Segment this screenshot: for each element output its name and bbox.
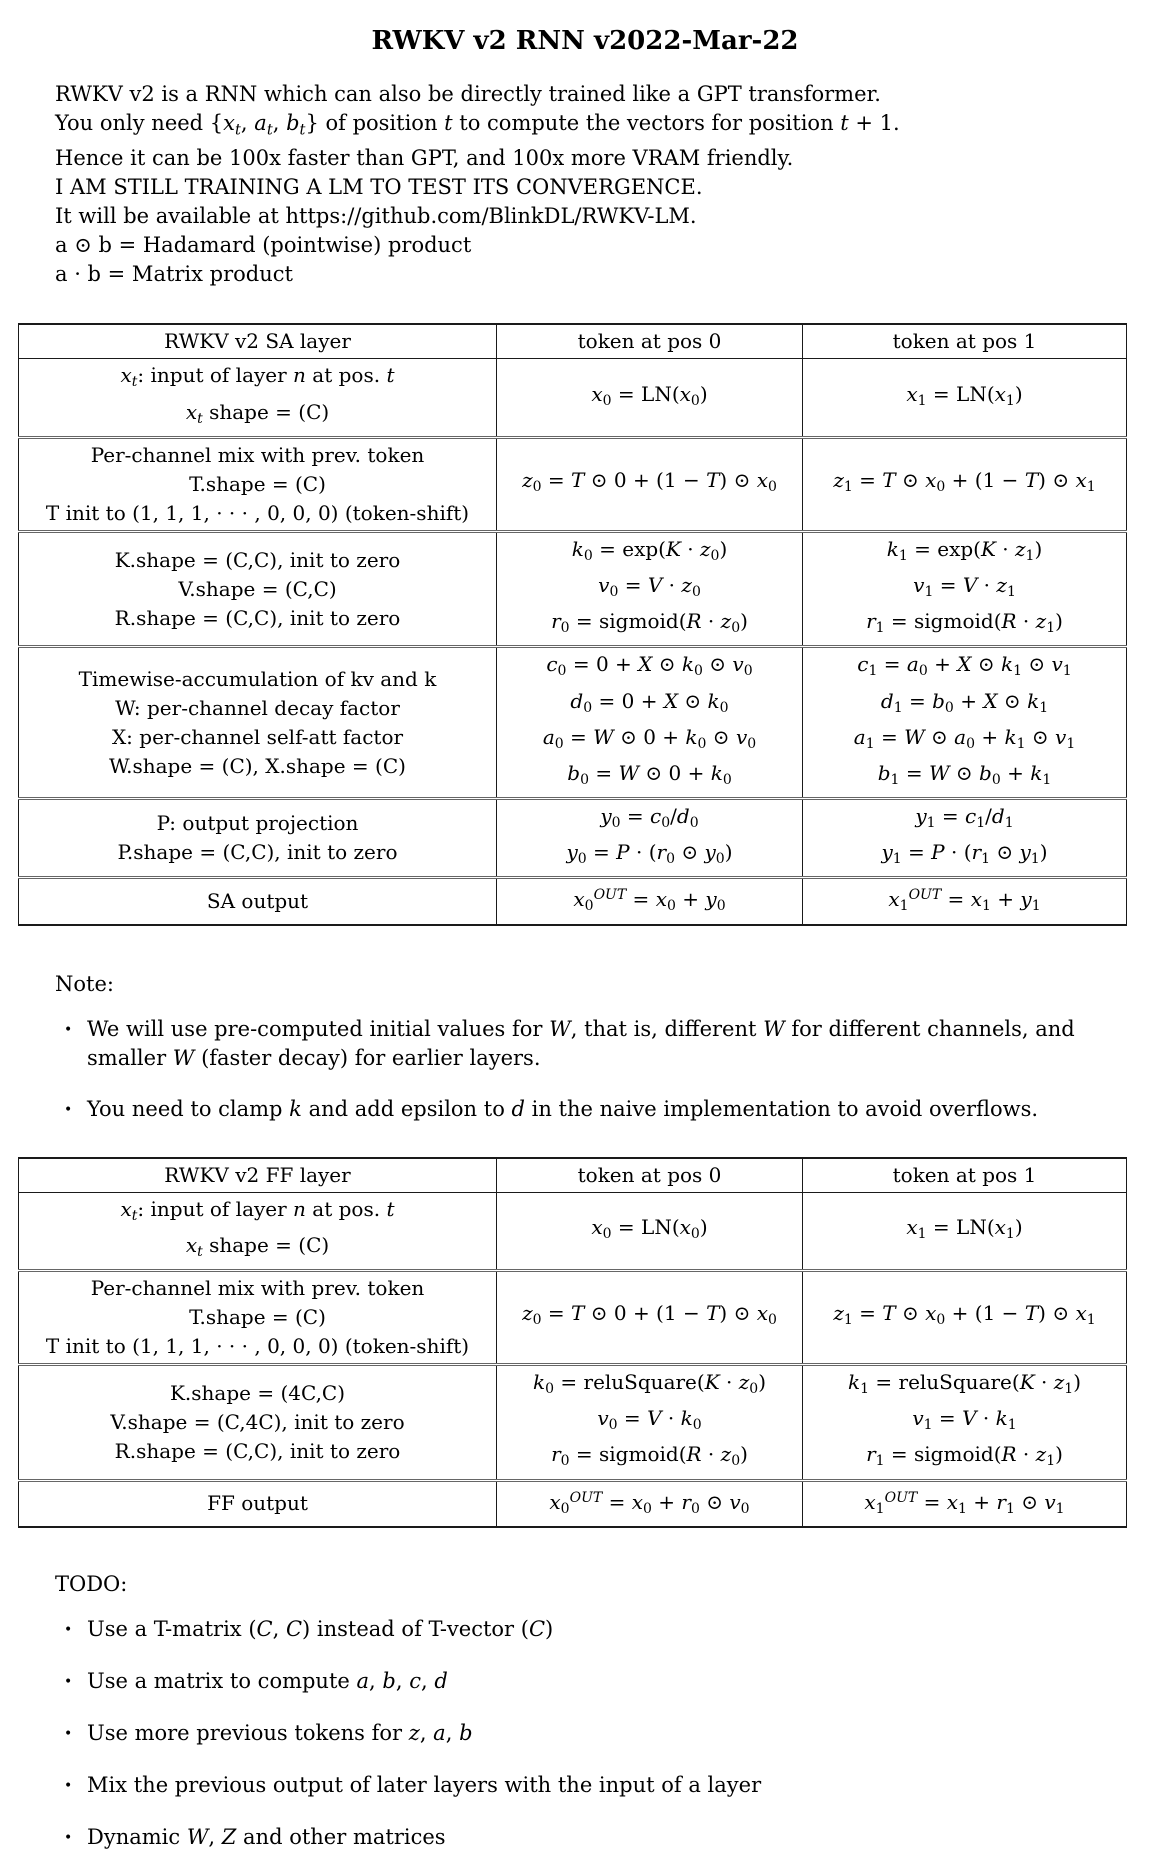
table-row <box>19 1480 1127 1527</box>
ff-layer-table <box>18 1157 1127 1528</box>
pos1-formula-cell <box>803 1192 1127 1270</box>
bullet-item <box>64 1719 1150 1749</box>
pos1-formula-cell <box>803 359 1127 437</box>
formula-line: $x_1 = LN(x_1)$ <box>906 381 1023 409</box>
bullet-icon: • <box>64 1021 73 1038</box>
bullet-text: We will use pre-computed initial values for W, that is, different W for different channels, and smaller W (faster decay) for earlier layers. <box>87 1016 1075 1070</box>
description-line: Per-channel mix with prev. token <box>90 442 425 467</box>
row-description-cell <box>19 1480 497 1527</box>
description-line: V.shape = (C,4C), init to zero <box>110 1409 405 1434</box>
formula-line: $x_0 = LN(x_0)$ <box>591 1214 708 1242</box>
bullet-icon: • <box>64 1101 73 1118</box>
bullet-icon: • <box>64 1673 73 1690</box>
bullet-item <box>64 1823 1150 1853</box>
bullet-text: Use more previous tokens for z, a, b <box>87 1720 473 1745</box>
description-line: P: output projection <box>156 811 359 836</box>
bullet-text: Use a T-matrix (C, C) instead of T-vector (C) <box>87 1616 554 1641</box>
pos1-formula-cell <box>803 1480 1127 1527</box>
description-line: Per-channel mix with prev. token <box>90 1276 425 1301</box>
bullet-item <box>64 1095 1150 1125</box>
pos0-formula-cell <box>497 359 803 437</box>
row-description-cell <box>19 878 497 925</box>
formula-line: $v_1 = V \cdot k_1$ <box>912 1406 1017 1434</box>
description-line: T.shape = (C) <box>189 1305 326 1330</box>
pos1-formula-cell <box>803 799 1127 878</box>
pos0-formula-cell <box>497 437 803 531</box>
table-row <box>19 531 1127 647</box>
pos1-formula-cell <box>803 878 1127 925</box>
formula-line: $k_0$ = reluSquare(K · $z_0$) <box>532 1370 766 1398</box>
description-line: X: per-channel self-att factor <box>111 724 404 749</box>
description-line: R.shape = (C,C), init to zero <box>114 1438 401 1463</box>
formula-line: $c_1 = a_0 + X$ ⊙ $k_1$ ⊙ $v_1$ <box>857 652 1072 680</box>
intro-line: Hence it can be 100x faster than GPT, and 100x more VRAM friendly. <box>55 146 794 171</box>
intro-line: You only need {$x_t$, $a_t$, $b_t$} of position t to compute the vectors for position t + 1. <box>55 111 900 139</box>
bullet-icon: • <box>64 1829 73 1846</box>
row-description-cell <box>19 1192 497 1270</box>
table-header-row <box>19 1158 1127 1193</box>
formula-line: $y_0 = P \cdot (r_0$ ⊙ $y_0$) <box>566 840 733 868</box>
table-row <box>19 647 1127 799</box>
description-line: SA output <box>206 889 309 914</box>
bullet-icon: • <box>64 1725 73 1742</box>
description-line: T init to (1, 1, 1, · · · , 0, 0, 0) (token-shift) <box>45 1334 470 1359</box>
row-description-cell <box>19 647 497 799</box>
bullet-icon: • <box>64 1621 73 1638</box>
description-line: T init to (1, 1, 1, · · · , 0, 0, 0) (token-shift) <box>45 500 470 525</box>
pos0-formula-cell <box>497 1192 803 1270</box>
formula-line: $r_0$ = sigmoid(R · $z_0$) <box>551 1442 748 1470</box>
row-description-cell <box>19 799 497 878</box>
table-column-header: token at pos 1 <box>803 1158 1127 1193</box>
formula-line: $y_0 = c_0/d_0$ <box>600 804 699 832</box>
pos1-formula-cell <box>803 647 1127 799</box>
formula-line: $x_1 = LN(x_1)$ <box>906 1214 1023 1242</box>
pos1-formula-cell <box>803 437 1127 531</box>
table-column-header: token at pos 0 <box>497 1158 803 1193</box>
pos0-formula-cell <box>497 531 803 647</box>
description-line: $x_t$ shape = (C) <box>185 399 330 427</box>
formula-line: $v_0 = V \cdot z_0$ <box>598 572 701 601</box>
formula-line: $z_0 = T$ ⊙ 0 + (1 − T) ⊙ $x_0$ <box>522 468 777 496</box>
row-description-cell <box>19 1365 497 1481</box>
table-column-header: RWKV v2 SA layer <box>19 324 497 359</box>
description-line: K.shape = (C,C), init to zero <box>114 547 401 572</box>
formula-line: $v_1 = V \cdot z_1$ <box>913 572 1016 601</box>
table-row <box>19 1192 1127 1270</box>
formula-line: $k_1 = \exp(K \cdot z_1)$ <box>886 536 1043 564</box>
table-row <box>19 1365 1127 1481</box>
intro-line: It will be available at https://github.com/BlinkDL/RWKV-LM. <box>55 204 697 229</box>
formula-line: $k_0 = \exp(K \cdot z_0)$ <box>571 536 728 564</box>
formula-line: $d_0 = 0 + X$ ⊙ $k_0$ <box>570 688 729 716</box>
formula-line: $x_0^{OUT} = x_0 + y_0$ <box>573 887 726 915</box>
formula-line: $y_1 = P \cdot (r_1$ ⊙ $y_1$) <box>881 840 1048 868</box>
pos0-formula-cell <box>497 1271 803 1365</box>
row-description-cell <box>19 531 497 647</box>
formula-line: $z_0 = T$ ⊙ 0 + (1 − T) ⊙ $x_0$ <box>522 1301 777 1329</box>
formula-line: $c_0 = 0 + X$ ⊙ $k_0$ ⊙ $v_0$ <box>546 652 753 680</box>
formula-line: $d_1 = b_0 + X$ ⊙ $k_1$ <box>880 688 1049 716</box>
row-description-cell <box>19 1271 497 1365</box>
formula-line: $r_1$ = sigmoid(R · $z_1$) <box>866 609 1063 637</box>
bullet-text: Use a matrix to compute a, b, c, d <box>87 1668 448 1693</box>
formula-line: $b_1 = W$ ⊙ $b_0 + k_1$ <box>877 760 1052 789</box>
description-line: W: per-channel decay factor <box>115 695 400 720</box>
row-description-cell <box>19 359 497 437</box>
document-title: RWKV v2 RNN v2022-Mar-22 <box>371 26 799 56</box>
formula-line: $z_1 = T$ ⊙ $x_0 + (1 - T)$ ⊙ $x_1$ <box>833 1301 1096 1329</box>
formula-line: $a_1 = W$ ⊙ $a_0 + k_1$ ⊙ $v_1$ <box>853 724 1076 752</box>
description-line: FF output <box>207 1491 308 1516</box>
description-line: K.shape = (4C,C) <box>169 1380 346 1405</box>
table-row <box>19 437 1127 531</box>
description-line: V.shape = (C,C) <box>178 576 337 601</box>
intro-line: RWKV v2 is a RNN which can also be directly trained like a GPT transformer. <box>55 82 881 106</box>
bullet-icon: • <box>64 1777 73 1794</box>
pos1-formula-cell <box>803 1271 1127 1365</box>
pos1-formula-cell <box>803 1365 1127 1481</box>
pos0-formula-cell <box>497 1480 803 1527</box>
todo-label: TODO: <box>55 1571 128 1596</box>
description-line: W.shape = (C), X.shape = (C) <box>109 753 406 778</box>
formula-line: $b_0 = W$ ⊙ $0 + k_0$ <box>567 760 732 789</box>
note-label: Note: <box>55 971 114 996</box>
description-line: $x_t$: input of layer n at pos. t <box>120 1196 395 1224</box>
formula-line: $x_0 = LN(x_0)$ <box>591 381 708 409</box>
description-line: Timewise-accumulation of kv and k <box>78 666 437 691</box>
formula-line: $z_1 = T$ ⊙ $x_0 + (1 - T)$ ⊙ $x_1$ <box>833 468 1096 496</box>
description-line: T.shape = (C) <box>189 471 326 496</box>
description-line: $x_t$ shape = (C) <box>185 1232 330 1261</box>
bullet-item <box>64 1015 1150 1073</box>
bullet-text: You need to clamp k and add epsilon to d in the naive implementation to avoid overflows. <box>87 1096 1039 1121</box>
formula-line: $r_0$ = sigmoid(R · $z_0$) <box>551 609 748 637</box>
pos0-formula-cell <box>497 1365 803 1481</box>
formula-line: $a_0 = W$ ⊙ $0 + k_0$ ⊙ $v_0$ <box>542 724 757 752</box>
table-row <box>19 878 1127 925</box>
note-section <box>55 970 1150 1125</box>
table-row <box>19 1271 1127 1365</box>
description-line: R.shape = (C,C), init to zero <box>114 605 401 630</box>
bullet-text: Mix the previous output of later layers with the input of a layer <box>87 1772 762 1797</box>
pos0-formula-cell <box>497 647 803 799</box>
table-column-header: RWKV v2 FF layer <box>19 1158 497 1193</box>
bullet-item <box>64 1667 1150 1697</box>
table-column-header: token at pos 1 <box>803 324 1127 359</box>
table-row <box>19 799 1127 878</box>
intro-line: a · b = Matrix product <box>55 262 293 287</box>
bullet-text: Dynamic W, Z and other matrices <box>87 1824 446 1849</box>
row-description-cell <box>19 437 497 531</box>
pos0-formula-cell <box>497 878 803 925</box>
sa-layer-table <box>18 323 1127 925</box>
table-column-header: token at pos 0 <box>497 324 803 359</box>
todo-section <box>55 1570 1150 1853</box>
intro-line: I AM STILL TRAINING A LM TO TEST ITS CONVERGENCE. <box>55 175 703 200</box>
formula-line: $x_1^{OUT} = x_1 + r_1$ ⊙ $v_1$ <box>864 1489 1065 1517</box>
intro-paragraph <box>55 80 1150 289</box>
formula-line: $x_1^{OUT} = x_1 + y_1$ <box>888 887 1041 915</box>
formula-line: $k_1$ = reluSquare(K · $z_1$) <box>847 1370 1081 1398</box>
formula-line: $v_0 = V \cdot k_0$ <box>597 1406 702 1434</box>
pos1-formula-cell <box>803 531 1127 647</box>
bullet-item <box>64 1615 1150 1645</box>
table-header-row <box>19 324 1127 359</box>
note-bullet-list <box>55 1015 1150 1125</box>
description-line: $x_t$: input of layer n at pos. t <box>120 363 395 391</box>
formula-line: $y_1 = c_1/d_1$ <box>915 804 1014 832</box>
todo-bullet-list <box>55 1615 1150 1853</box>
table-row <box>19 359 1127 437</box>
formula-line: $x_0^{OUT} = x_0 + r_0$ ⊙ $v_0$ <box>549 1489 750 1517</box>
bullet-item <box>64 1771 1150 1801</box>
formula-line: $r_1$ = sigmoid(R · $z_1$) <box>866 1442 1063 1470</box>
description-line: P.shape = (C,C), init to zero <box>117 840 398 865</box>
intro-line: a ⊙ b = Hadamard (pointwise) product <box>55 233 472 258</box>
pos0-formula-cell <box>497 799 803 878</box>
